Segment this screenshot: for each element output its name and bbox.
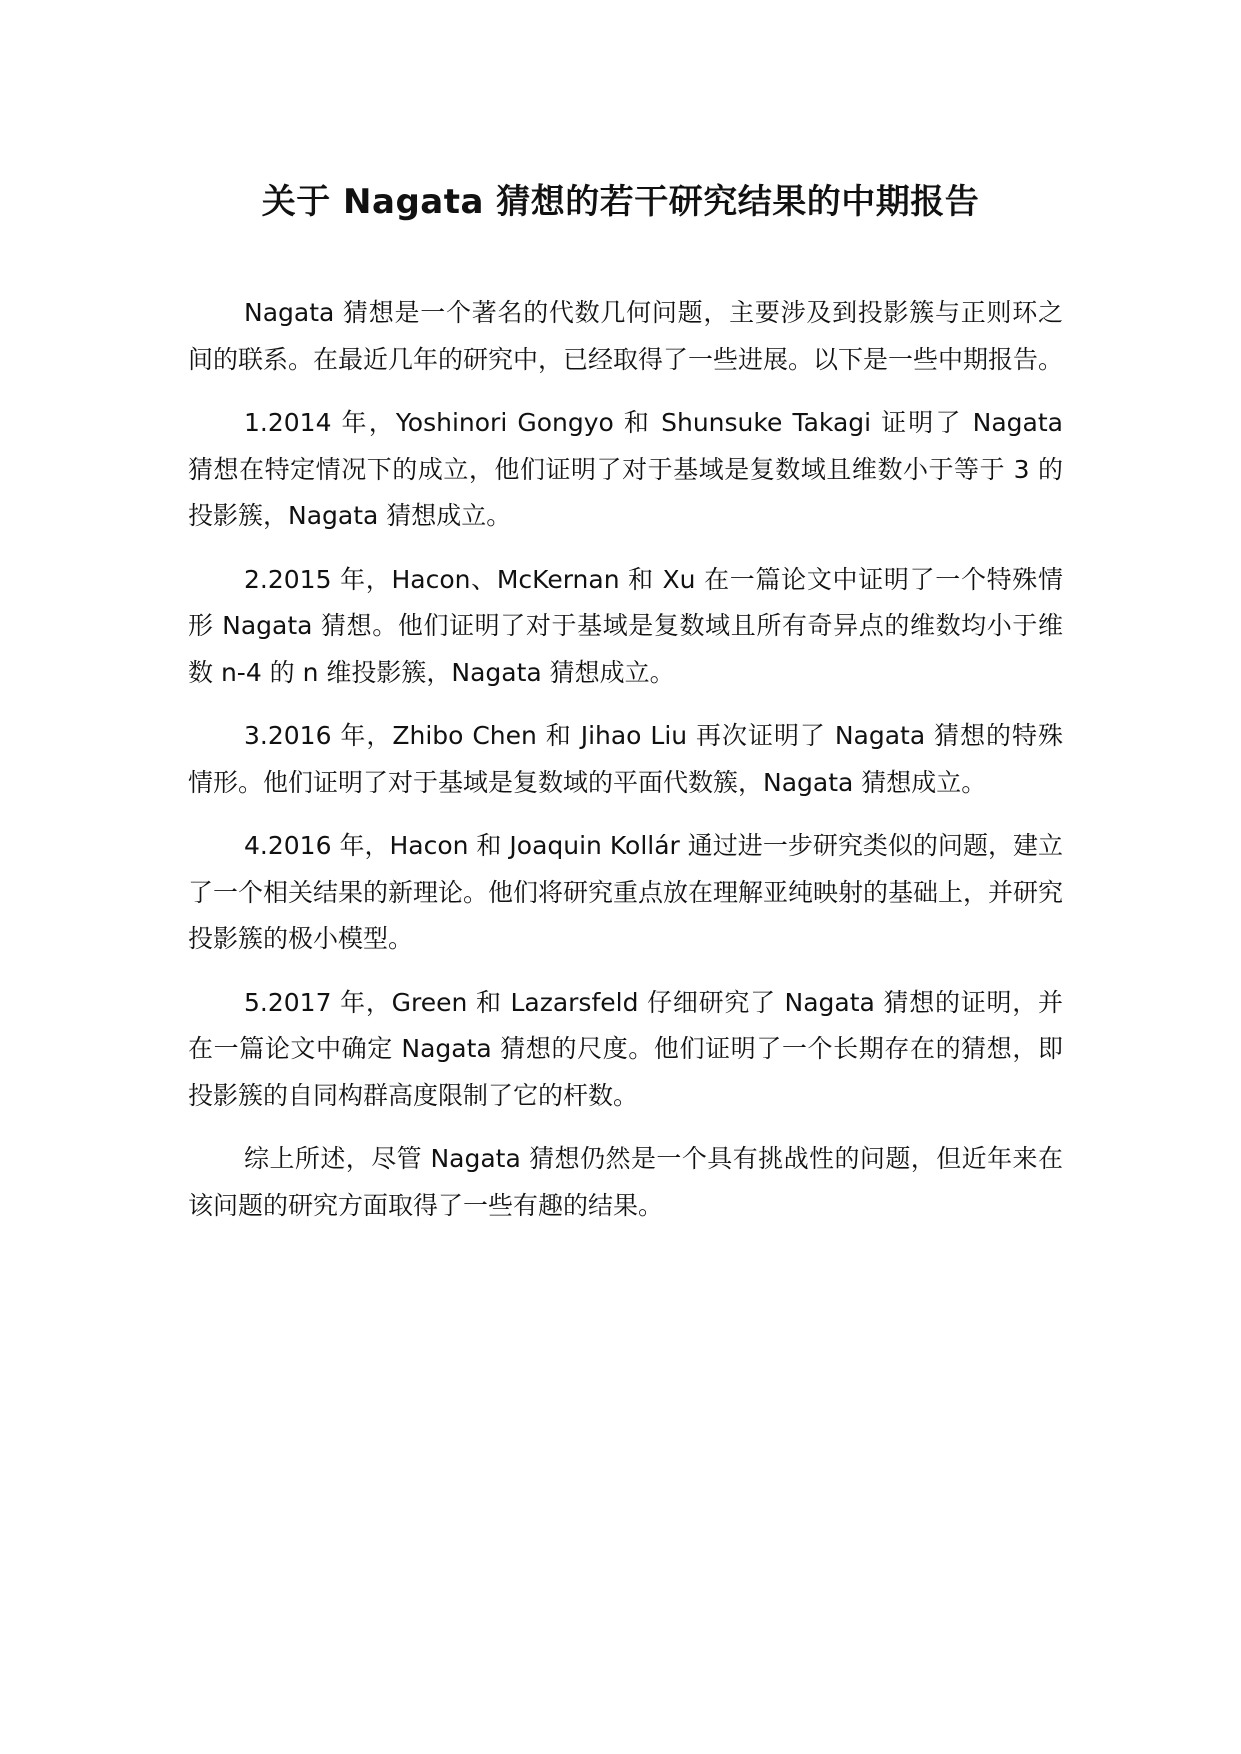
document-body — [188, 290, 1063, 1246]
result-paragraph-1: 1.2014 年，Yoshinori Gongyo 和 Shunsuke Takagi 证明了 Nagata 猜想在特定情况下的成立，他们证明了对于基域是复数域且维数小于等于 3 的投影簇，Nagata 猜想成立。 — [188, 408, 1063, 530]
result-paragraph-5: 5.2017 年，Green 和 Lazarsfeld 仔细研究了 Nagata 猜想的证明，并在一篇论文中确定 Nagata 猜想的尺度。他们证明了一个长期存在的猜想，即投影簇的自同构群高度限制了它的杆数。 — [188, 987, 1063, 1110]
document-title: 关于 Nagata 猜想的若干研究结果的中期报告 — [261, 182, 980, 222]
conclusion-paragraph: 综上所述，尽管 Nagata 猜想仍然是一个具有挑战性的问题，但近年来在该问题的研究方面取得了一些有趣的结果。 — [188, 1144, 1063, 1220]
result-paragraph-4: 4.2016 年，Hacon 和 Joaquin Kollár 通过进一步研究类似的问题，建立了一个相关结果的新理论。他们将研究重点放在理解亚纯映射的基础上，并研究投影簇的极小模型。 — [188, 831, 1064, 953]
result-paragraph-3: 3.2016 年，Zhibo Chen 和 Jihao Liu 再次证明了 Nagata 猜想的特殊情形。他们证明了对于基域是复数域的平面代数簇，Nagata 猜想成立。 — [188, 721, 1063, 797]
result-paragraph-2: 2.2015 年，Hacon、McKernan 和 Xu 在一篇论文中证明了一个特殊情形 Nagata 猜想。他们证明了对于基域是复数域且所有奇异点的维数均小于维数 n-4 的 n 维投影簇，Nagata 猜想成立。 — [188, 564, 1063, 687]
intro-paragraph: Nagata 猜想是一个著名的代数几何问题，主要涉及到投影簇与正则环之间的联系。在最近几年的研究中，已经取得了一些进展。以下是一些中期报告。 — [188, 298, 1064, 374]
